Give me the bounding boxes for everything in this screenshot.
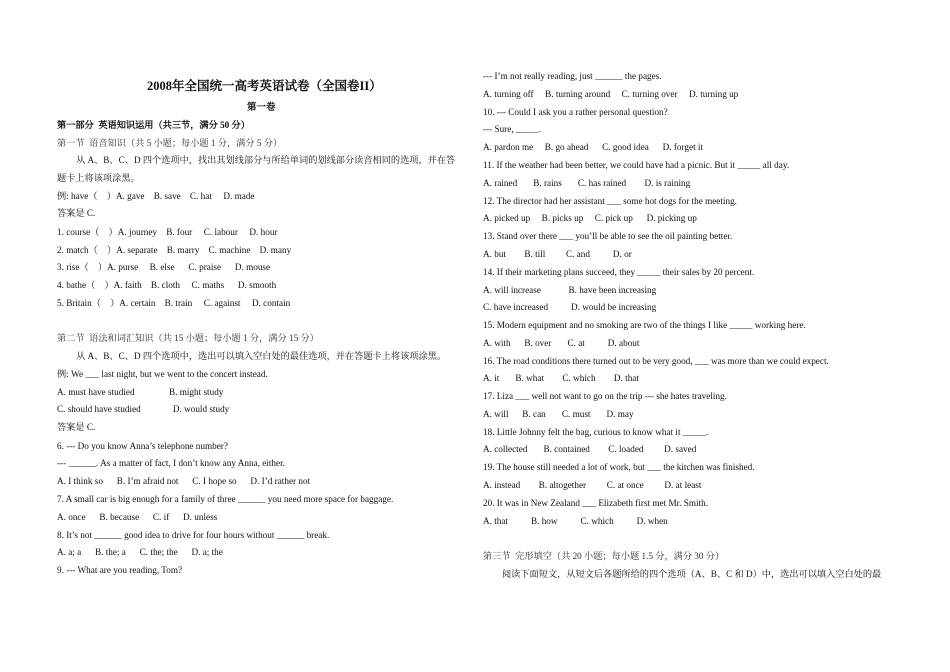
- text-line: 答案是 C.: [57, 422, 96, 432]
- text-line: 16. The road conditions there turned out to be very good, ___ was more than we could expect.: [483, 356, 829, 366]
- text-line: 19. The house still needed a lot of work, but ___ the kitchen was finished.: [483, 462, 755, 472]
- text-line: 3. rise（ ）A. purse B. else C. praise D. mouse: [57, 262, 271, 272]
- text-line: 17. Liza ___ well not want to go on the trip --- she hates traveling.: [483, 391, 727, 401]
- text-line: --- I’m not really reading, just ______ the pages.: [483, 71, 662, 81]
- text-line: A. a; a B. the; a C. the; the D. a; the: [57, 547, 223, 557]
- text-line: A. once B. because C. if D. unless: [57, 512, 218, 522]
- text-line: 2. match（ ）A. separate B. marry C. machine D. many: [57, 245, 292, 255]
- text-line: A. turning off B. turning around C. turning over D. turning up: [483, 89, 739, 99]
- text-line: 例: have（ ）A. gave B. save C. hat D. made: [57, 191, 255, 201]
- text-line: 4. bathe（ ）A. faith B. cloth C. maths D. smooth: [57, 280, 277, 290]
- text-line: 例: We ___ last night, but we went to the concert instead.: [57, 369, 268, 379]
- text-line: 1. course（ ）A. journey B. four C. labour D. hour: [57, 227, 278, 237]
- text-line: A. picked up B. picks up C. pick up D. picking up: [483, 213, 697, 223]
- text-line: A. with B. over C. at D. about: [483, 338, 640, 348]
- text-line: A. but B. till C. and D. or: [483, 249, 632, 259]
- text-line: 11. If the weather had been better, we could have had a picnic. But it _____ all day.: [483, 160, 790, 170]
- exam-title: 2008年全国统一高考英语试卷（全国卷II）: [147, 79, 382, 93]
- text-line: 6. --- Do you know Anna’s telephone number?: [57, 441, 228, 451]
- text-line: 从 A、B、C、D 四个选项中，选出可以填入空白处的最佳选项，并在答题卡上将该项涂黑。: [76, 351, 447, 361]
- text-line: --- ______. As a matter of fact, I don’t know any Anna, either.: [57, 458, 285, 468]
- text-line: 从 A、B、C、D 四个选项中，找出其划线部分与所给单词的划线部分读音相同的选项，并在答: [76, 155, 456, 165]
- text-line: A. collected B. contained C. loaded D. saved: [483, 444, 697, 454]
- text-line: 答案是 C.: [57, 208, 96, 218]
- text-line: 8. It’s not ______ good idea to drive for four hours without ______ break.: [57, 530, 330, 540]
- volume-heading: 第一卷: [247, 103, 276, 113]
- text-line: A. I think so B. I’m afraid not C. I hope so D. I’d rather not: [57, 476, 311, 486]
- text-line: 5. Britain（ ）A. certain B. train C. against D. contain: [57, 298, 291, 308]
- text-line: 题卡上将该项涂黑。: [57, 173, 140, 183]
- text-line: C. have increased D. would be increasing: [483, 302, 657, 312]
- text-line: --- Sure, _____.: [483, 124, 542, 134]
- text-line: A. pardon me B. go ahead C. good idea D. forget it: [483, 142, 704, 152]
- text-line: 12. The director had her assistant ___ some hot dogs for the meeting.: [483, 196, 737, 206]
- text-line: 10. --- Could I ask you a rather personal question?: [483, 107, 668, 117]
- text-line: 13. Stand over there ___ you’ll be able to see the oil painting better.: [483, 231, 733, 241]
- text-line: A. will increase B. have been increasing: [483, 285, 657, 295]
- text-line: A. instead B. altogether C. at once D. at least: [483, 480, 702, 490]
- section-heading: 第一部分 英语知识运用（共三节，满分 50 分）: [57, 120, 250, 130]
- section-heading: 第三节 完形填空（共 20 小题；每小题 1.5 分，满分 30 分）: [483, 551, 725, 561]
- text-line: A. will B. can C. must D. may: [483, 409, 634, 419]
- section-heading: 第一节 语音知识（共 5 小题；每小题 1 分，满分 5 分）: [57, 138, 283, 148]
- text-line: A. that B. how C. which D. when: [483, 516, 668, 526]
- text-line: 阅读下面短文，从短文后各题所给的四个选项（A、B、C 和 D）中，选出可以填入空白处的最: [502, 569, 882, 579]
- text-line: 18. Little Johnny felt the bag, curious to know what it _____.: [483, 427, 709, 437]
- section-heading: 第二节 语法和词汇知识（共 15 小题；每小题 1 分，满分 15 分）: [57, 333, 319, 343]
- text-line: 20. It was in New Zealand ___ Elizabeth first met Mr. Smith.: [483, 498, 709, 508]
- text-line: 14. If their marketing plans succeed, they _____ their sales by 20 percent.: [483, 267, 755, 277]
- text-line: 15. Modern equipment and no smoking are two of the things I like _____ working here.: [483, 320, 806, 330]
- text-line: 9. --- What are you reading, Tom?: [57, 565, 183, 575]
- text-line: C. should have studied D. would study: [57, 404, 230, 414]
- text-line: 7. A small car is big enough for a family of three ______ you need more space for baggage.: [57, 494, 394, 504]
- text-line: A. it B. what C. which D. that: [483, 373, 639, 383]
- text-line: A. must have studied B. might study: [57, 387, 224, 397]
- text-line: A. rained B. rains C. has rained D. is raining: [483, 178, 691, 188]
